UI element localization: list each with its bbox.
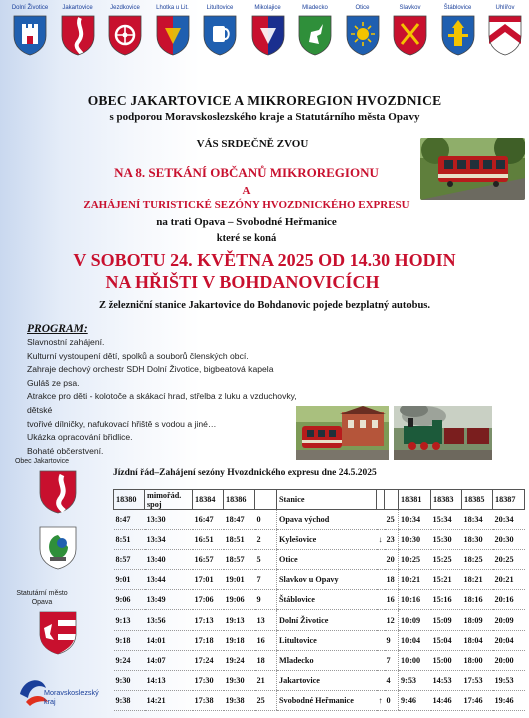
table-cell: 14:01 [145,630,193,650]
event-venue: NA HŘIŠTI V BOHDANOVICÍCH [105,272,380,292]
table-cell: 9:30 [114,670,145,690]
table-cell: 15:25 [431,550,462,570]
table-cell: Otice [277,550,377,570]
organizer-title: OBEC JAKARTOVICE A MIKROREGION HVOZDNICE [87,93,442,108]
table-cell: 17:53 [462,670,493,690]
side-label-opava-1: Statutární město [16,590,68,597]
table-cell: 9:53 [399,670,431,690]
table-cell: 23 [385,530,399,550]
table-cell: 18:09 [462,610,493,630]
table-cell: 14:46 [431,690,462,710]
table-cell: 18:47 [224,510,255,530]
table-cell: 19:06 [224,590,255,610]
timetable-header-row [114,490,525,510]
crest-name: Uhlířov [495,5,515,11]
table-cell: 18:16 [462,590,493,610]
table-cell: 18:21 [462,570,493,590]
table-cell: 14:53 [431,670,462,690]
timetable-header-station-column: Stanice [277,490,377,510]
table-cell: 13:49 [145,590,193,610]
program-item: Kulturní vystoupení dětí, spolků a souborů členských obcí. [27,350,249,361]
table-cell: 14:13 [145,670,193,690]
table-cell: 16:51 [193,530,224,550]
table-cell: 17:06 [193,590,224,610]
table-cell: 20:00 [493,650,525,670]
table-cell [377,670,385,690]
table-cell: 25 [385,510,399,530]
table-cell: 17:24 [193,650,224,670]
table-cell: Mladecko [277,650,377,670]
table-cell: Opava východ [277,510,377,530]
timetable [113,489,525,711]
table-row [114,690,525,710]
table-cell: 17:13 [193,610,224,630]
timetable-header-train-number: 18383 [431,490,462,510]
table-cell: 18:00 [462,650,493,670]
track-line: na trati Opava – Svobodné Heřmanice [156,216,337,228]
table-cell: 10:30 [399,530,431,550]
table-cell: ↑ [377,690,385,710]
table-cell: 20:30 [493,530,525,550]
table-cell [377,630,385,650]
table-row [114,550,525,570]
table-cell: Štáblovice [277,590,377,610]
table-cell: 17:01 [193,570,224,590]
table-cell [377,510,385,530]
table-cell: 20:16 [493,590,525,610]
timetable-header-train-number: mimořád. spoj [145,490,193,510]
table-cell: 10:21 [399,570,431,590]
table-cell: 10:34 [399,510,431,530]
crest-item [103,4,147,56]
timetable-header-km-column [385,490,399,510]
municipal-crest-icon [250,14,286,56]
table-cell: 15:00 [431,650,462,670]
table-row [114,630,525,650]
table-cell: 10:00 [399,650,431,670]
crest-name: Lhotka u Lit. [156,5,189,11]
table-cell: Jakartovice [277,670,377,690]
table-cell: 13 [255,610,277,630]
table-cell: 14:07 [145,650,193,670]
table-cell: 20:25 [493,550,525,570]
table-cell: 15:21 [431,570,462,590]
table-cell: 18:51 [224,530,255,550]
crest-row [8,4,523,76]
crest-item [56,4,100,56]
table-cell: 19:46 [493,690,525,710]
municipal-crest-icon [60,14,96,56]
table-cell: 8:57 [114,550,145,570]
municipal-crest-icon [392,14,428,56]
station-photo [296,406,389,460]
table-cell: 15:34 [431,510,462,530]
table-cell [377,610,385,630]
table-cell: Dolní Životice [277,610,377,630]
side-label-jakartovice: Obec Jakartovice [14,458,70,465]
program-item: Slavnostní zahájení. [27,337,105,347]
table-row [114,670,525,690]
table-cell: 18 [385,570,399,590]
table-cell: 9 [385,630,399,650]
program-item: Atrakce pro děti - kolotoče a skákací hrad, střelba z luku a vzduchovky, dětské [27,391,297,415]
table-cell: 13:34 [145,530,193,550]
program-item: Ukázka opracování břidlice. [27,432,133,443]
program-section [27,322,297,458]
crest-name: Jezdkovice [110,5,140,11]
crest-item [483,4,527,56]
table-cell: 18:04 [462,630,493,650]
side-label-opava-2: Opava [31,599,53,606]
bus-note: Z železniční stanice Jakartovice do Bohdanovic pojede bezplatný autobus. [98,300,431,311]
crest-name: Slavkov [399,5,421,11]
municipal-crest-icon [440,14,476,56]
table-cell: 20:09 [493,610,525,630]
program-item: Zahraje dechový orchestr SDH Dolní Životice, bigbeatová kapela Guláš ze psa. [27,364,274,388]
table-cell: 0 [385,690,399,710]
crest-item [8,4,52,56]
timetable-header-train-number: 18384 [193,490,224,510]
crest-item [246,4,290,56]
program-title: PROGRAM: [27,323,88,335]
table-cell: 18:30 [462,530,493,550]
table-cell: 7 [385,650,399,670]
table-cell: 9:18 [114,630,145,650]
table-cell: Slavkov u Opavy [277,570,377,590]
opava-crest-icon [38,610,78,656]
table-cell: 15:16 [431,590,462,610]
table-cell: 10:04 [399,630,431,650]
table-cell: 14:21 [145,690,193,710]
timetable-header-train-number: 18380 [114,490,145,510]
municipal-crest-icon [155,14,191,56]
table-cell: 15:04 [431,630,462,650]
table-cell: 17:46 [462,690,493,710]
table-cell: Kylešovice [277,530,377,550]
timetable-header-km-column [255,490,277,510]
table-cell: 20:21 [493,570,525,590]
table-cell: 0 [255,510,277,530]
train-photo [420,138,525,200]
crest-name: Litultovice [206,5,234,11]
table-row [114,570,525,590]
table-row [114,590,525,610]
table-cell: 19:01 [224,570,255,590]
table-cell: 9:01 [114,570,145,590]
municipal-crest-icon [12,14,48,56]
table-cell: 16:47 [193,510,224,530]
crest-item [293,4,337,56]
table-cell: 16 [385,590,399,610]
crest-name: Jakartovice [62,5,93,11]
held-line: které se koná [216,233,277,244]
municipal-crest-icon [487,14,523,56]
table-cell [377,570,385,590]
table-cell: 17:30 [193,670,224,690]
table-cell: Litultovice [277,630,377,650]
event-title-and: A [242,185,251,197]
timetable-header-train-number: 18387 [493,490,525,510]
table-cell: 5 [255,550,277,570]
crest-item [198,4,242,56]
table-cell: 20:04 [493,630,525,650]
event-title-2: ZAHÁJENÍ TURISTICKÉ SEZÓNY HVOZDNICKÉHO EXPRESU [83,199,410,211]
table-cell: 19:53 [493,670,525,690]
table-cell: 20:34 [493,510,525,530]
table-cell: 18 [255,650,277,670]
table-cell: 10:09 [399,610,431,630]
timetable-header-train-number: 18385 [462,490,493,510]
table-cell: 9:24 [114,650,145,670]
table-cell: 9 [255,590,277,610]
crest-item [388,4,432,56]
table-cell: 9:38 [114,690,145,710]
table-cell: 7 [255,570,277,590]
invite-line: VÁS SRDEČNĚ ZVOU [196,138,309,150]
table-cell [377,650,385,670]
table-cell: 15:30 [431,530,462,550]
timetable-header-train-number: 18386 [224,490,255,510]
crest-name: Dolní Životice [11,5,49,11]
table-cell: 8:47 [114,510,145,530]
table-cell: 19:18 [224,630,255,650]
crest-item [341,4,385,56]
table-cell: 13:44 [145,570,193,590]
table-cell [377,550,385,570]
table-cell: 13:56 [145,610,193,630]
table-cell: 15:09 [431,610,462,630]
table-cell: Svobodné Heřmanice [277,690,377,710]
municipal-crest-icon [297,14,333,56]
event-title-1: NA 8. SETKÁNÍ OBČANŮ MIKROREGIONU [114,165,379,180]
steam-train-photo [394,406,492,460]
program-item: tvořivé dílničky, nafukovací hřiště s vodou a jiné… [27,418,217,429]
table-cell [377,590,385,610]
crest-name: Otice [355,5,370,11]
mikroregion-crest-icon [38,525,78,571]
crest-name: Mladecko [302,5,328,11]
table-cell: 13:40 [145,550,193,570]
table-cell: 13:30 [145,510,193,530]
table-cell: 10:16 [399,590,431,610]
crest-name: Mikolajice [254,5,281,11]
table-cell: 2 [255,530,277,550]
table-cell: 4 [385,670,399,690]
municipal-crest-icon [202,14,238,56]
table-row [114,650,525,670]
table-row [114,510,525,530]
municipal-crest-icon [107,14,143,56]
timetable-header-train-number: 18381 [399,490,431,510]
timetable-header-direction-column [377,490,385,510]
table-cell: 9:06 [114,590,145,610]
table-cell: 16 [255,630,277,650]
msk-label: Moravskoslezský kraj [44,688,99,706]
jakartovice-crest-icon [38,469,78,515]
table-cell: 17:38 [193,690,224,710]
program-item: Bohaté občerstvení. [27,445,104,456]
event-date: V SOBOTU 24. KVĚTNA 2025 OD 14.30 HODIN [73,250,456,270]
table-cell: 17:18 [193,630,224,650]
table-row [114,610,525,630]
table-cell: 19:24 [224,650,255,670]
table-cell: 21 [255,670,277,690]
table-cell: 18:25 [462,550,493,570]
support-line: s podporou Moravskoslezského kraje a Statutárního města Opavy [109,111,420,123]
timetable-title: Jízdní řád–Zahájení sezóny Hvozdnického expresu dne 24.5.2025 [113,468,377,478]
table-cell: 20 [385,550,399,570]
table-cell: 19:38 [224,690,255,710]
table-cell: 19:30 [224,670,255,690]
table-cell: 12 [385,610,399,630]
table-cell: 10:25 [399,550,431,570]
table-cell: ↓ [377,530,385,550]
crest-item [436,4,480,56]
table-cell: 9:13 [114,610,145,630]
municipal-crest-icon [345,14,381,56]
crest-name: Štáblovice [443,5,472,11]
crest-item [151,4,195,56]
table-cell: 18:34 [462,510,493,530]
table-cell: 18:57 [224,550,255,570]
table-row [114,530,525,550]
table-cell: 9:46 [399,690,431,710]
table-cell: 25 [255,690,277,710]
table-cell: 16:57 [193,550,224,570]
table-cell: 19:13 [224,610,255,630]
table-cell: 8:51 [114,530,145,550]
